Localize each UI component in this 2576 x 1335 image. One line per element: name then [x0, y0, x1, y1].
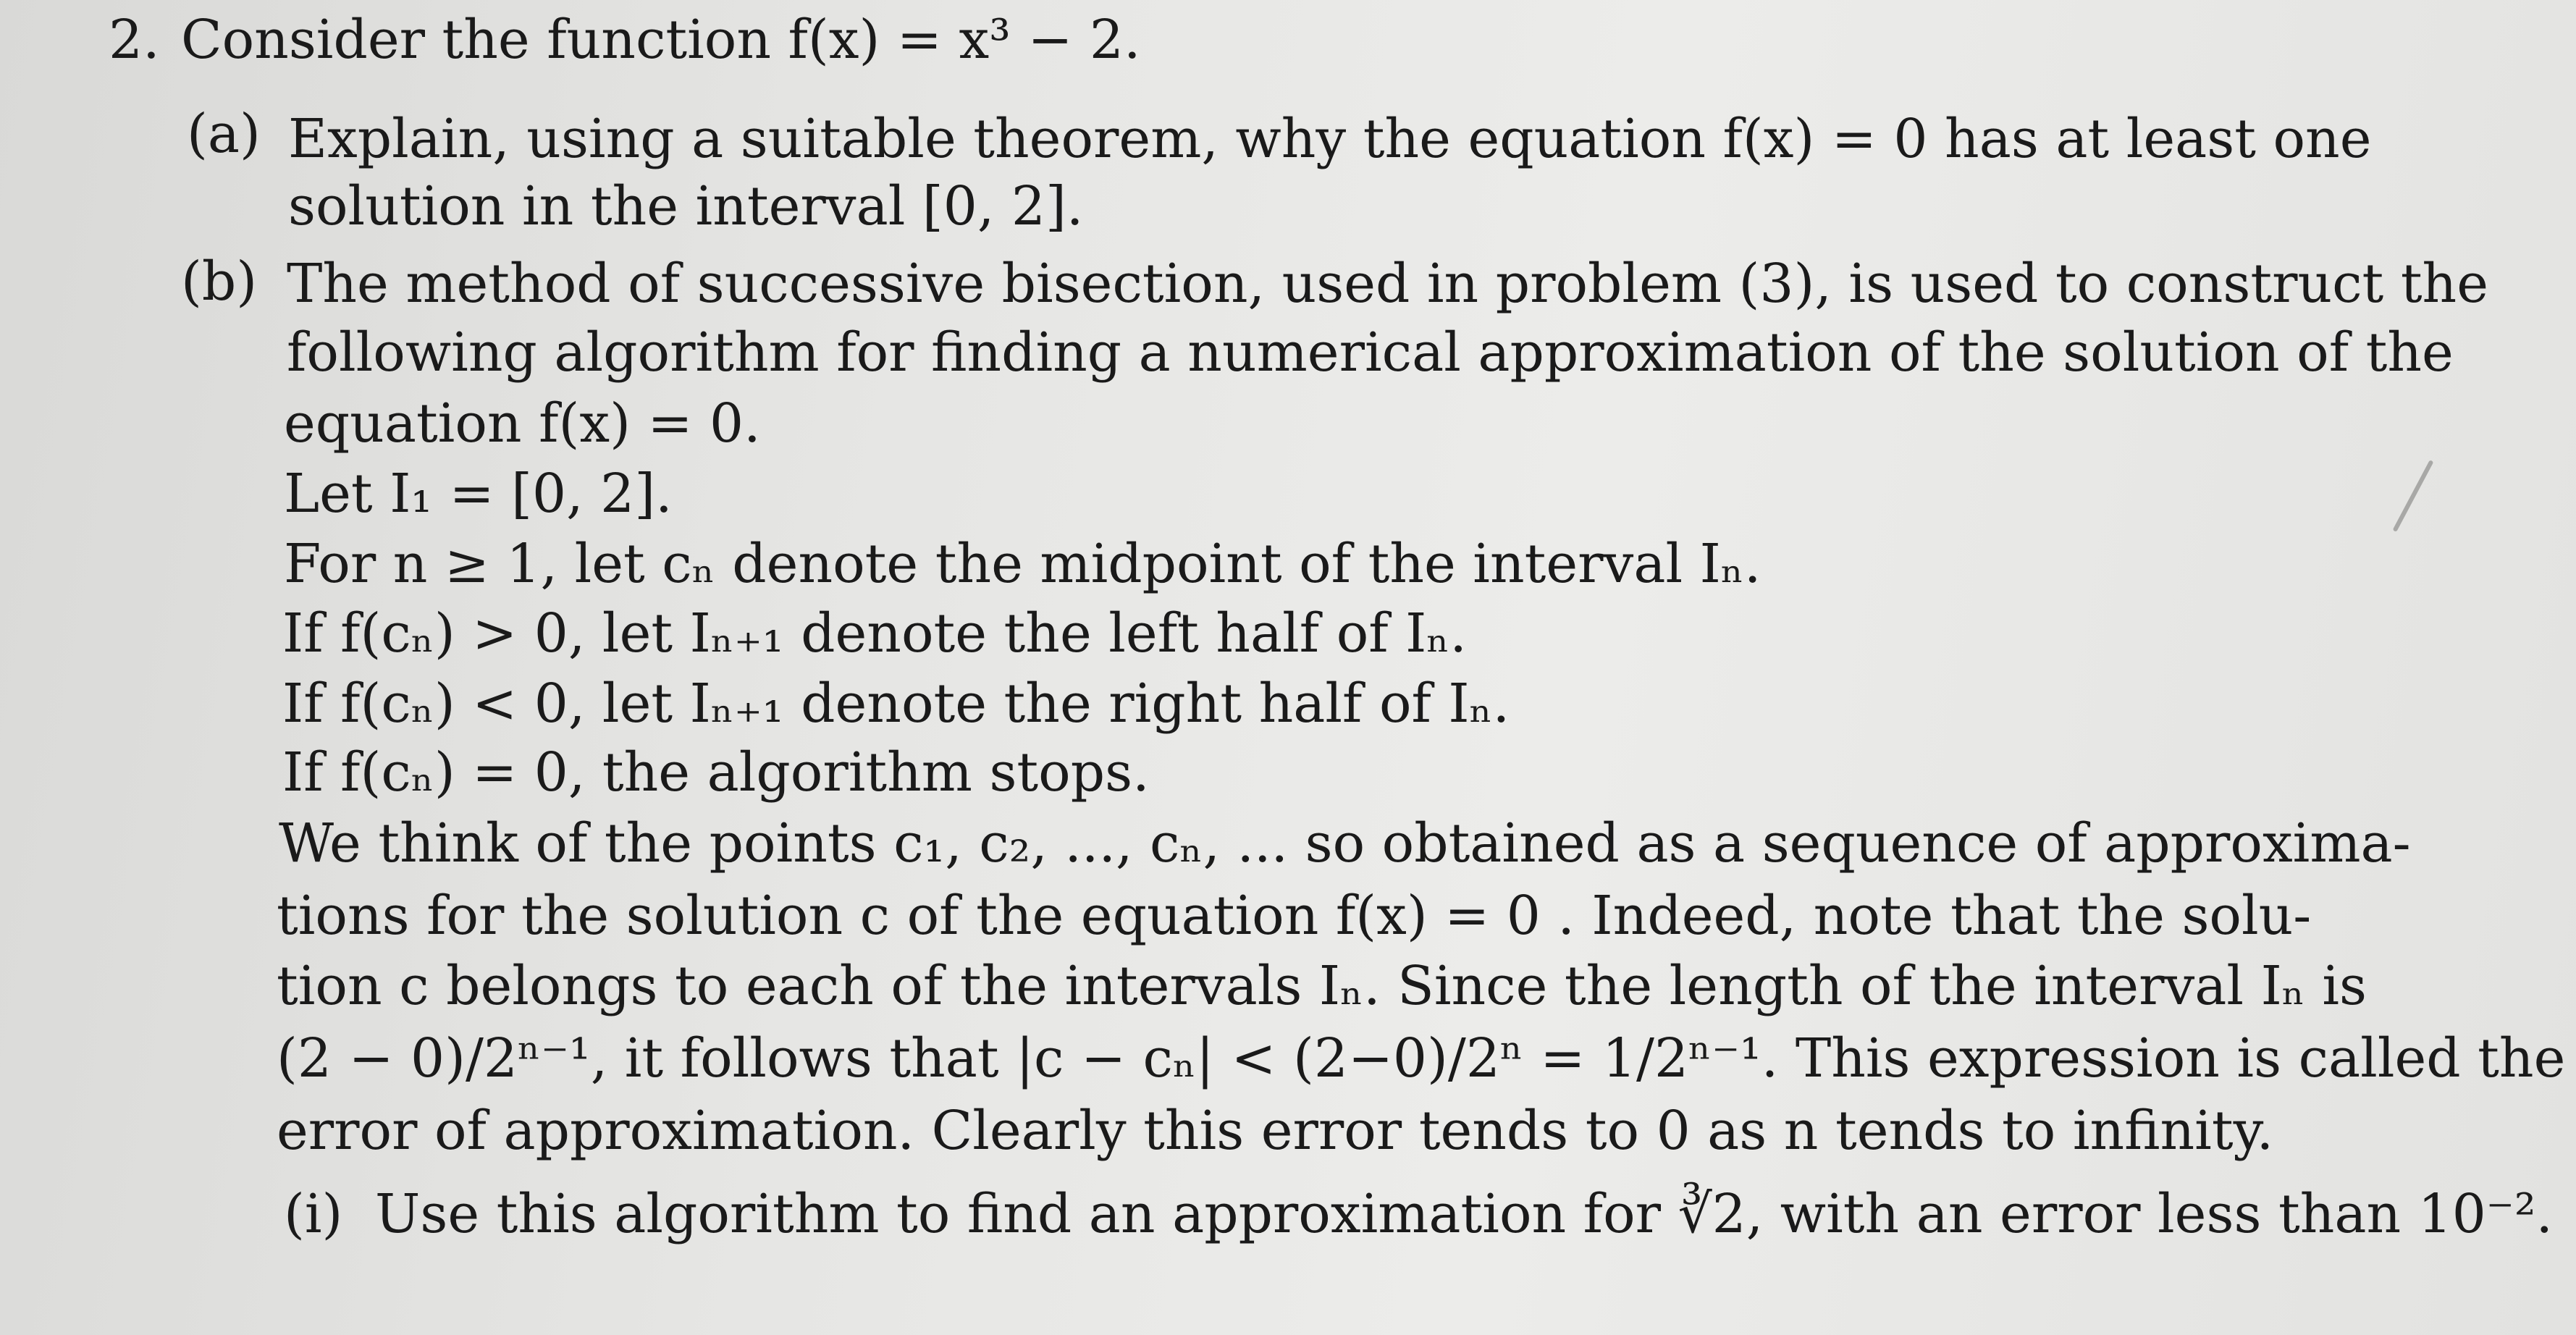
part-b-line-13: error of approximation. Clearly this error tends to 0 as n tends to infinity.	[277, 1100, 2274, 1162]
part-b-line-7: If f(cₙ) < 0, let Iₙ₊₁ denote the right half of Iₙ.	[282, 673, 1510, 735]
part-b-line-2: following algorithm for finding a numerical approximation of the solution of the	[287, 321, 2454, 384]
part-b-line-3: equation f(x) = 0.	[284, 392, 761, 455]
part-b-line-4: Let I₁ = [0, 2].	[284, 463, 673, 525]
part-b-line-12: (2 − 0)/2ⁿ⁻¹, it follows that |c − cₙ| < (2−0)/2ⁿ = 1/2ⁿ⁻¹. This expression is called the	[277, 1027, 2566, 1090]
part-i-text: Use this algorithm to find an approximation for ∛2, with an error less than 10⁻².	[375, 1183, 2554, 1245]
part-b-label: (b)	[181, 250, 258, 313]
part-a-line-2: solution in the interval [0, 2].	[288, 175, 1084, 237]
part-b-line-10: tions for the solution c of the equation f(x) = 0 . Indeed, note that the solu-	[277, 885, 2312, 947]
part-b-line-1: The method of successive bisection, used in problem (3), is used to construct the	[287, 253, 2489, 315]
part-b-line-11: tion c belongs to each of the intervals Iₙ. Since the length of the interval Iₙ is	[277, 955, 2367, 1017]
pencil-mark	[2393, 460, 2434, 532]
part-i-label: (i)	[284, 1183, 343, 1245]
part-b-line-6: If f(cₙ) > 0, let Iₙ₊₁ denote the left half of Iₙ.	[282, 602, 1467, 665]
question-number: 2.	[109, 9, 160, 71]
part-b-line-8: If f(cₙ) = 0, the algorithm stops.	[282, 741, 1150, 804]
part-b-line-9: We think of the points c₁, c₂, ..., cₙ, ... so obtained as a sequence of approxima-	[279, 812, 2411, 875]
part-a-label: (a)	[187, 103, 261, 165]
part-b-line-5: For n ≥ 1, let cₙ denote the midpoint of the interval Iₙ.	[284, 533, 1761, 595]
question-text: Consider the function f(x) = x³ − 2.	[181, 9, 1141, 71]
part-a-line-1: Explain, using a suitable theorem, why the equation f(x) = 0 has at least one	[288, 108, 2372, 170]
